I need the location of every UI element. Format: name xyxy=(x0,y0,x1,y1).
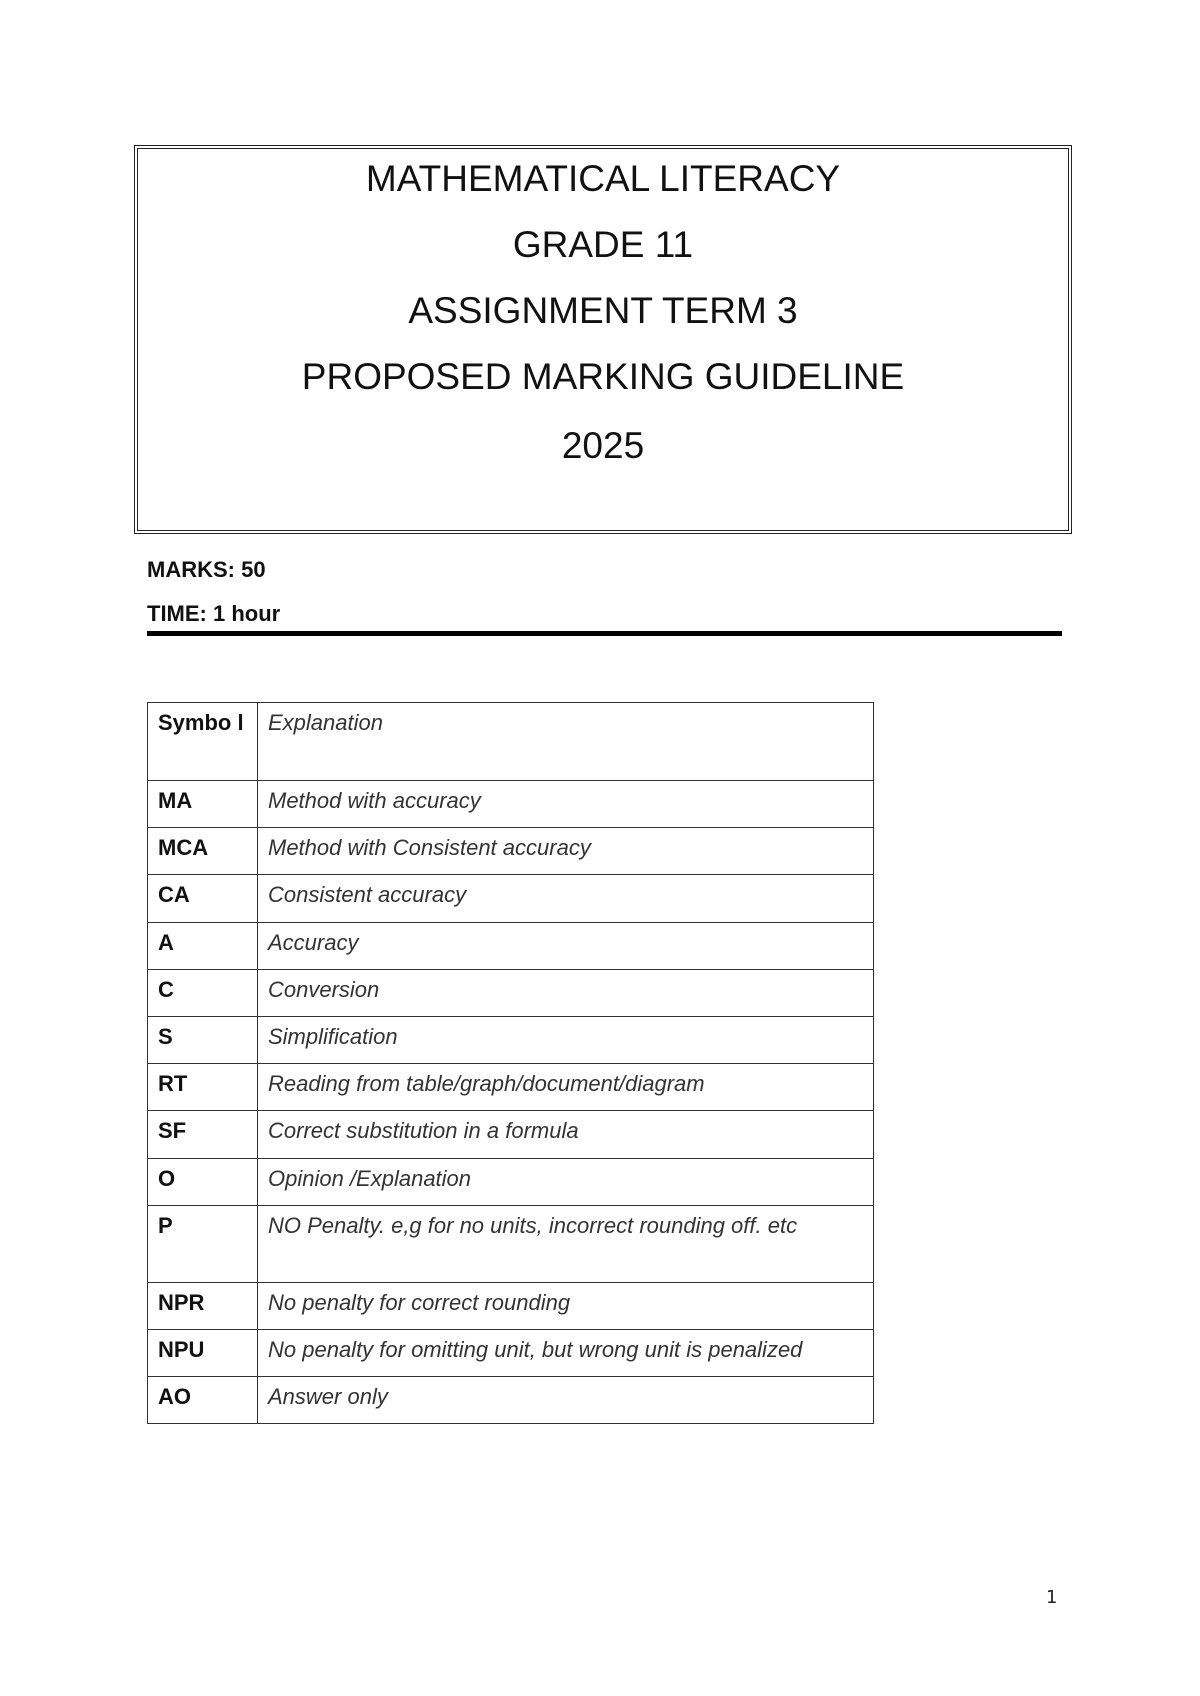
table-row xyxy=(148,875,874,922)
time-label: TIME: 1 hour xyxy=(147,601,281,626)
header-symbol: Symbo l xyxy=(148,703,258,781)
symbol-cell: P xyxy=(148,1205,258,1282)
explanation-cell: Answer only xyxy=(258,1377,874,1424)
guideline-title: PROPOSED MARKING GUIDELINE xyxy=(301,356,905,397)
explanation-cell: Method with accuracy xyxy=(258,781,874,828)
table-row xyxy=(148,922,874,969)
explanation-cell: Method with Consistent accuracy xyxy=(258,828,874,875)
year-title: 2025 xyxy=(561,425,645,466)
marks-label: MARKS: 50 xyxy=(147,557,266,582)
symbol-cell: S xyxy=(148,1016,258,1063)
explanation-cell: Correct substitution in a formula xyxy=(258,1111,874,1158)
table-row xyxy=(148,1205,874,1282)
divider-rule xyxy=(147,631,1062,636)
grade-title: GRADE 11 xyxy=(512,224,694,265)
subject-title: MATHEMATICAL LITERACY xyxy=(365,158,841,199)
symbol-cell: MA xyxy=(148,781,258,828)
symbol-table xyxy=(147,702,874,1424)
title-box xyxy=(134,145,1072,534)
assignment-title: ASSIGNMENT TERM 3 xyxy=(408,290,798,331)
symbol-cell: NPR xyxy=(148,1282,258,1329)
explanation-cell: Simplification xyxy=(258,1016,874,1063)
table-row xyxy=(148,781,874,828)
table-row xyxy=(148,969,874,1016)
table-row xyxy=(148,1158,874,1205)
explanation-cell: Conversion xyxy=(258,969,874,1016)
explanation-cell: Accuracy xyxy=(258,922,874,969)
table-row xyxy=(148,1064,874,1111)
symbol-cell: C xyxy=(148,969,258,1016)
symbol-cell: CA xyxy=(148,875,258,922)
header-explanation: Explanation xyxy=(258,703,874,781)
page-number: 1 xyxy=(1046,1587,1058,1608)
table-row xyxy=(148,1377,874,1424)
explanation-cell: No penalty for omitting unit, but wrong unit is penalized xyxy=(258,1329,874,1376)
explanation-cell: NO Penalty. e,g for no units, incorrect rounding off. etc xyxy=(258,1205,874,1282)
symbol-cell: AO xyxy=(148,1377,258,1424)
explanation-cell: Reading from table/graph/document/diagram xyxy=(258,1064,874,1111)
table-row xyxy=(148,1016,874,1063)
symbol-cell: A xyxy=(148,922,258,969)
table-header-row xyxy=(148,703,874,781)
table-row xyxy=(148,1282,874,1329)
symbol-cell: O xyxy=(148,1158,258,1205)
symbol-cell: RT xyxy=(148,1064,258,1111)
symbol-cell: SF xyxy=(148,1111,258,1158)
symbol-cell: MCA xyxy=(148,828,258,875)
explanation-cell: No penalty for correct rounding xyxy=(258,1282,874,1329)
table-row xyxy=(148,1111,874,1158)
table-row xyxy=(148,828,874,875)
explanation-cell: Consistent accuracy xyxy=(258,875,874,922)
table-row xyxy=(148,1329,874,1376)
symbol-cell: NPU xyxy=(148,1329,258,1376)
explanation-cell: Opinion /Explanation xyxy=(258,1158,874,1205)
